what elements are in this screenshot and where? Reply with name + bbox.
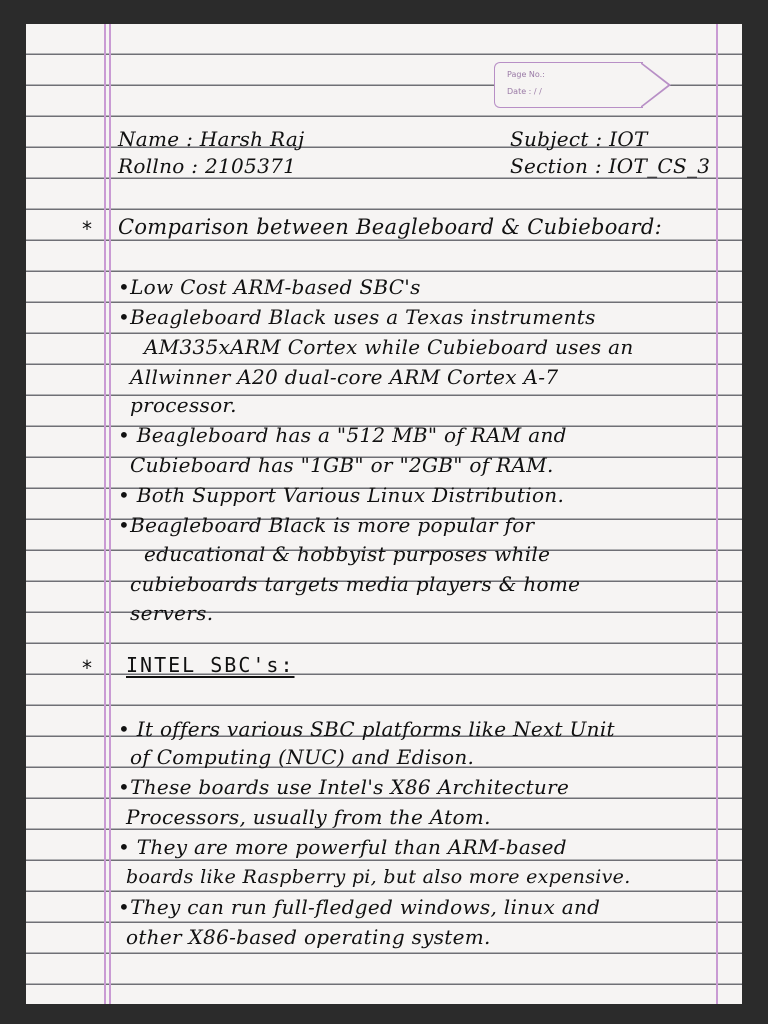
page-tag-pencil-tip-inner xyxy=(641,64,668,106)
section1-line-9: •Beagleboard Black is more popular for xyxy=(118,513,535,537)
margin-line-right xyxy=(716,24,718,1004)
date-label: Date : / / xyxy=(507,87,542,96)
section1-line-3: AM335xARM Cortex while Cubieboard uses an xyxy=(144,335,634,359)
section1-line-1: •Low Cost ARM-based SBC's xyxy=(118,275,421,299)
section1-line-10: educational & hobbyist purposes while xyxy=(144,542,551,566)
section1-line-12: servers. xyxy=(130,601,214,625)
section2-line-8: other X86-based operating system. xyxy=(126,925,491,949)
section2-line-7: •They can run full-fledged windows, linux and xyxy=(118,895,601,919)
heading-bullet-star: * xyxy=(82,217,92,241)
section1-heading: Comparison between Beagleboard & Cubieboard: xyxy=(118,215,662,239)
student-name: Name : Harsh Raj xyxy=(118,127,305,151)
section2-line-4: Processors, usually from the Atom. xyxy=(126,805,491,829)
section1-line-7: Cubieboard has "1GB" or "2GB" of RAM. xyxy=(130,453,554,477)
page-number-tag xyxy=(494,62,643,108)
section1-line-11: cubieboards targets media players & home xyxy=(130,572,581,596)
section2-line-5: • They are more powerful than ARM-based xyxy=(118,835,567,859)
heading-bullet-star-2: * xyxy=(82,656,92,680)
section1-line-8: • Both Support Various Linux Distribution. xyxy=(118,483,565,507)
notebook-page xyxy=(26,24,742,1004)
page-no-label: Page No.: xyxy=(507,70,545,79)
section1-line-6: • Beagleboard has a "512 MB" of RAM and xyxy=(118,423,567,447)
section1-line-4: Allwinner A20 dual-core ARM Cortex A-7 xyxy=(130,365,559,389)
section2-line-2: of Computing (NUC) and Edison. xyxy=(130,745,475,769)
section2-line-6: boards like Raspberry pi, but also more expensive. xyxy=(126,866,631,888)
section1-line-5: processor. xyxy=(130,393,237,417)
roll-number: Rollno : 2105371 xyxy=(118,154,297,178)
section: Section : IOT_CS_3 xyxy=(510,154,711,178)
section2-heading: INTEL SBC's: xyxy=(126,653,295,677)
margin-line-left xyxy=(104,24,106,1004)
section1-line-2: •Beagleboard Black uses a Texas instruments xyxy=(118,305,596,329)
section2-line-3: •These boards use Intel's X86 Architecture xyxy=(118,775,570,799)
margin-line-left-inner xyxy=(109,24,111,1004)
section2-line-1: • It offers various SBC platforms like Next Unit xyxy=(118,717,615,741)
subject: Subject : IOT xyxy=(510,127,648,151)
